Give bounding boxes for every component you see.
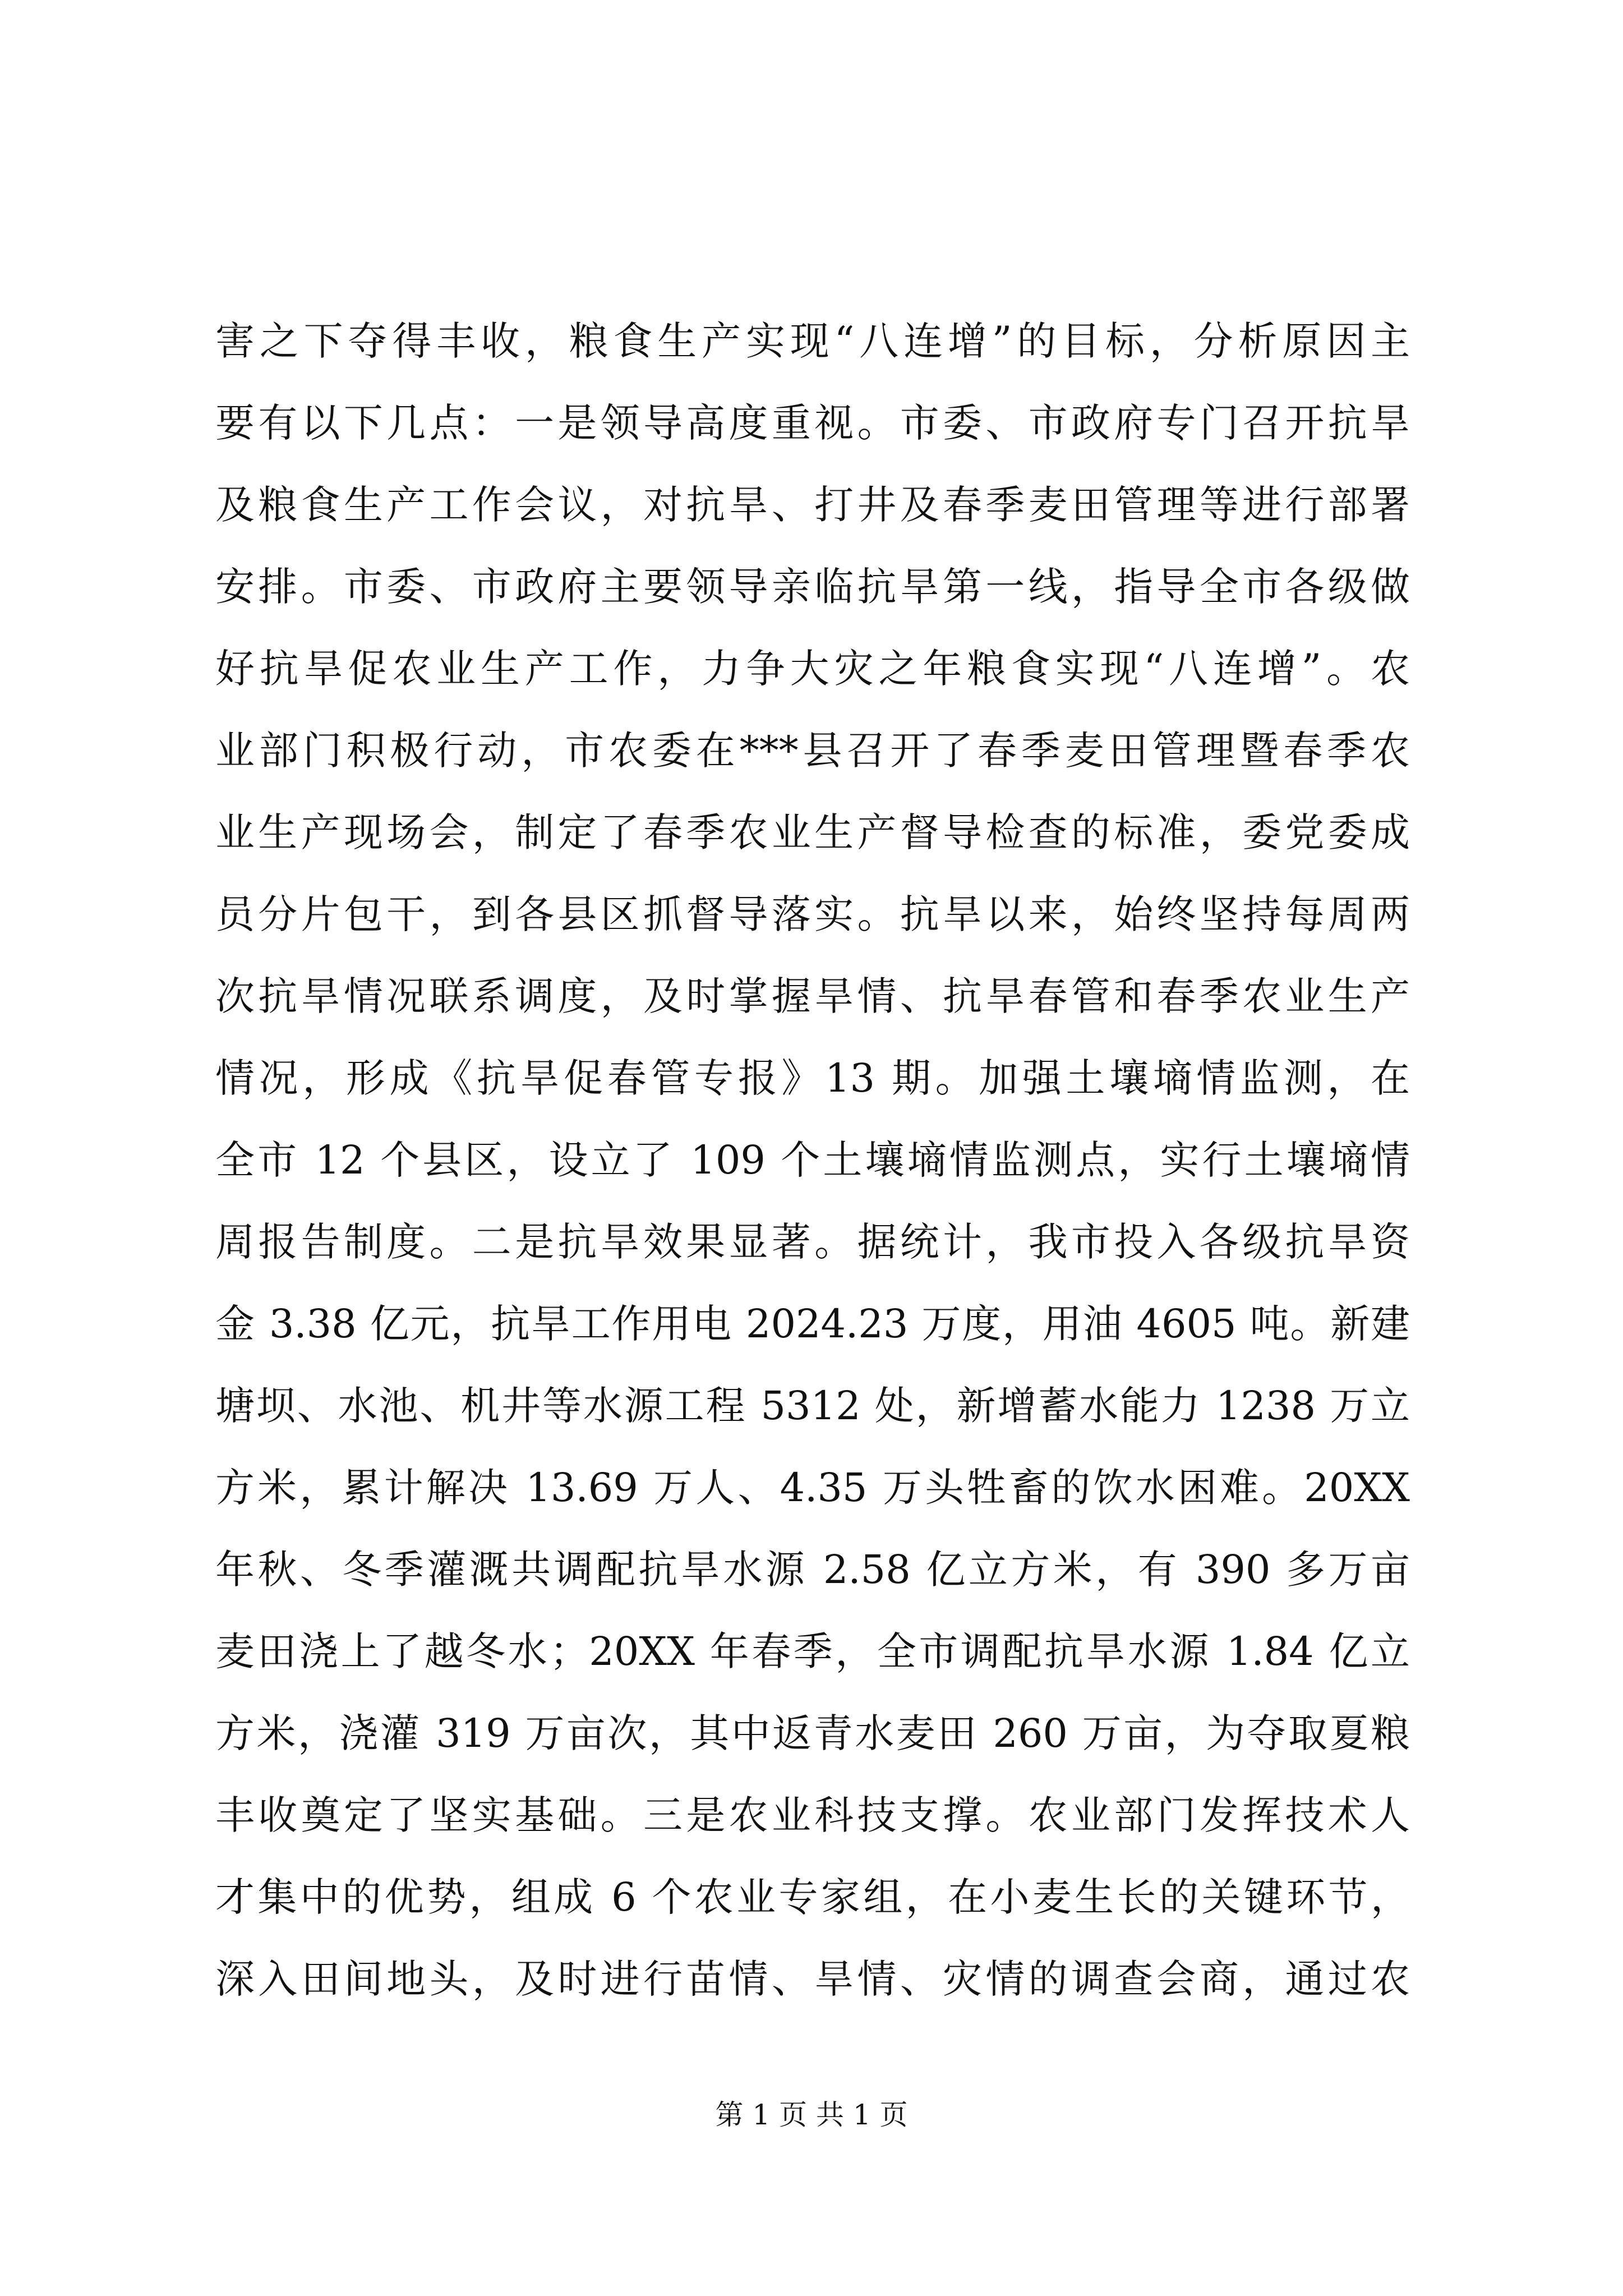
page-number: 第 1 页 共 1 页 — [715, 2099, 908, 2131]
text-line-5: 好抗旱促农业生产工作，力争大灾之年粮食实现“八连增”。农 — [215, 646, 1410, 692]
text-line-18: 方米，浇灌 319 万亩次，其中返青水麦田 260 万亩，为夺取夏粮 — [215, 1710, 1410, 1756]
text-line-16: 年秋、冬季灌溉共调配抗旱水源 2.58 亿立方米，有 390 多万亩 — [215, 1547, 1410, 1593]
text-line-3: 及粮食生产工作会议，对抗旱、打井及春季麦田管理等进行部署 — [215, 482, 1410, 528]
text-line-6: 业部门积极行动，市农委在***县召开了春季麦田管理暨春季农 — [215, 728, 1410, 774]
text-line-21: 深入田间地头，及时进行苗情、旱情、灾情的调查会商，通过农 — [215, 1956, 1410, 2002]
text-line-14: 塘坝、水池、机井等水源工程 5312 处，新增蓄水能力 1238 万立 — [215, 1383, 1410, 1429]
text-line-15: 方米，累计解决 13.69 万人、4.35 万头牲畜的饮水困难。20XX — [215, 1465, 1410, 1511]
text-line-4: 安排。市委、市政府主要领导亲临抗旱第一线，指导全市各级做 — [215, 564, 1410, 610]
text-line-12: 周报告制度。二是抗旱效果显著。据统计，我市投入各级抗旱资 — [215, 1219, 1410, 1265]
text-line-20: 才集中的优势，组成 6 个农业专家组，在小麦生长的关键环节， — [215, 1874, 1410, 1920]
text-line-9: 次抗旱情况联系调度，及时掌握旱情、抗旱春管和春季农业生产 — [215, 973, 1410, 1019]
page-footer — [0, 2095, 1623, 2134]
text-line-17: 麦田浇上了越冬水；20XX 年春季，全市调配抗旱水源 1.84 亿立 — [215, 1628, 1410, 1674]
text-line-13: 金 3.38 亿元，抗旱工作用电 2024.23 万度，用油 4605 吨。新建 — [215, 1301, 1410, 1347]
text-line-10: 情况，形成《抗旱促春管专报》13 期。加强土壤墒情监测，在 — [215, 1055, 1410, 1101]
text-line-1: 害之下夺得丰收，粮食生产实现“八连增”的目标，分析原因主 — [215, 318, 1410, 364]
text-line-11: 全市 12 个县区，设立了 109 个土壤墒情监测点，实行土壤墒情 — [215, 1137, 1410, 1183]
text-line-19: 丰收奠定了坚实基础。三是农业科技支撑。农业部门发挥技术人 — [215, 1792, 1410, 1838]
body-text — [215, 300, 1410, 2020]
text-line-8: 员分片包干，到各县区抓督导落实。抗旱以来，始终坚持每周两 — [215, 891, 1410, 937]
text-line-2: 要有以下几点：一是领导高度重视。市委、市政府专门召开抗旱 — [215, 400, 1410, 446]
text-line-7: 业生产现场会，制定了春季农业生产督导检查的标准，委党委成 — [215, 809, 1410, 855]
